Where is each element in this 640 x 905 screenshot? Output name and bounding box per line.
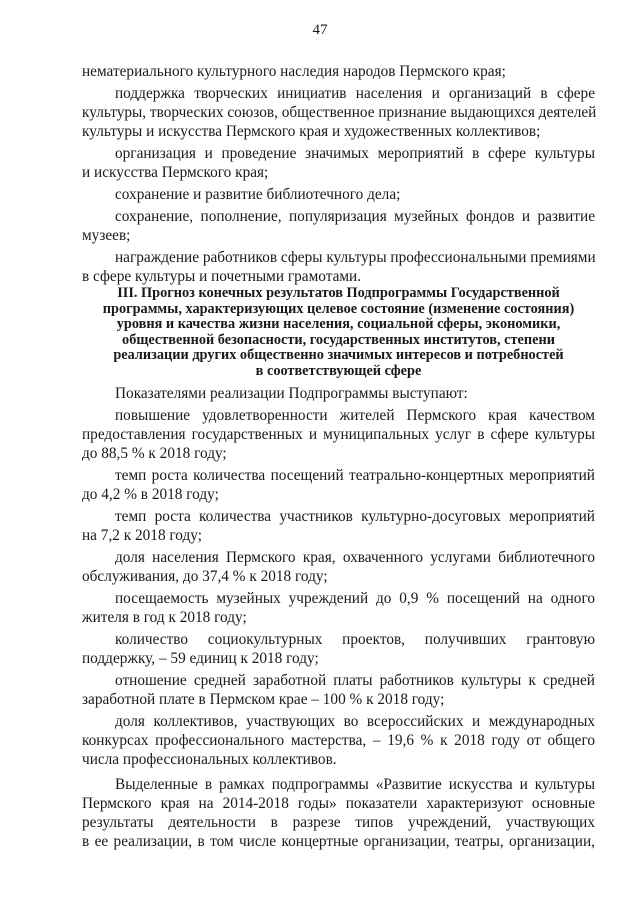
text-line: поддержка творческих инициатив населения и организаций в сфере xyxy=(115,85,595,102)
text-line: культуры и искусства Пермского края и художественных коллективов; xyxy=(82,123,541,140)
list-item xyxy=(82,589,595,627)
list-item xyxy=(82,185,595,204)
list-item xyxy=(82,84,595,141)
list-item xyxy=(82,630,595,668)
section-heading xyxy=(82,286,595,380)
text-line: повышение удовлетворенности жителей Пермского края качеством xyxy=(115,407,595,424)
text-line: поддержку, – 59 единиц к 2018 году; xyxy=(82,650,319,667)
text-line: предоставления государственных и муниципальных услуг в сфере культуры xyxy=(82,426,595,443)
list-item xyxy=(82,406,595,463)
heading-line: в соответствующей сфере xyxy=(255,362,422,379)
text-line: доля коллективов, участвующих во всероссийских и международных xyxy=(115,713,595,730)
text-line: обслуживания, до 37,4 % к 2018 году; xyxy=(82,568,328,585)
heading-line: программы, характеризующих целевое состояние (изменение состояния) xyxy=(102,300,575,317)
text-line: заработной плате в Пермском крае – 100 % к 2018 году; xyxy=(82,691,445,708)
list-item xyxy=(82,712,595,769)
text-line: отношение средней заработной платы работников культуры к средней xyxy=(115,672,595,689)
text-line: результаты деятельности в разрезе типов учреждений, участвующих xyxy=(82,814,595,831)
text-line: посещаемость музейных учреждений до 0,9 % посещений на одного xyxy=(115,590,595,607)
text-line: награждение работников сферы культуры профессиональными премиями xyxy=(115,249,596,266)
text-line: до 4,2 % в 2018 году; xyxy=(82,486,219,503)
paragraph xyxy=(82,384,595,403)
text-line: Пермского края на 2014-2018 годы» показатели характеризуют основные xyxy=(82,795,595,812)
paragraph xyxy=(82,775,595,851)
text-line: конкурсах профессионального мастерства, – 19,6 % к 2018 году от общего xyxy=(82,732,595,749)
measures-list xyxy=(82,62,595,286)
list-item xyxy=(82,62,595,81)
text-line: темп роста количества посещений театрально-концертных мероприятий xyxy=(115,467,595,484)
page-number: 47 xyxy=(312,22,328,38)
text-line: доля населения Пермского края, охваченного услугами библиотечного xyxy=(115,549,595,566)
list-item xyxy=(82,671,595,709)
text-line: культуры, творческих союзов, общественное признание выдающихся деятелей xyxy=(82,104,597,121)
text-line: сохранение и развитие библиотечного дела; xyxy=(115,186,401,203)
heading-line: уровня и качества жизни населения, социальной сферы, экономики, xyxy=(116,316,561,333)
heading-line: III. Прогноз конечных результатов Подпрограммы Государственной xyxy=(117,285,560,301)
list-item xyxy=(82,507,595,545)
text-line: музеев; xyxy=(82,227,131,244)
heading-line: общественной безопасности, государственных институтов, степени xyxy=(122,331,555,348)
list-item xyxy=(82,144,595,182)
list-item xyxy=(82,248,595,286)
text-line: в ее реализации, в том числе концертные организации, театры, организации, xyxy=(82,833,595,850)
text-line: Выделенные в рамках подпрограммы «Развитие искусства и культуры xyxy=(115,776,595,793)
list-item xyxy=(82,207,595,245)
text-line: Показателями реализации Подпрограммы выступают: xyxy=(115,385,468,402)
list-item xyxy=(82,548,595,586)
text-line: до 88,5 % к 2018 году; xyxy=(82,445,227,462)
heading-line: реализации других общественно значимых интересов и потребностей xyxy=(113,347,564,364)
text-line: количество социокультурных проектов, получивших грантовую xyxy=(115,631,595,648)
text-line: нематериального культурного наследия народов Пермского края; xyxy=(82,63,506,80)
text-line: числа профессиональных коллективов. xyxy=(82,751,337,768)
text-line: и искусства Пермского края; xyxy=(82,164,269,181)
text-line: в сфере культуры и почетными грамотами. xyxy=(82,268,362,285)
indicators-list xyxy=(82,384,595,851)
text-line: организация и проведение значимых мероприятий в сфере культуры xyxy=(115,145,595,162)
list-item xyxy=(82,466,595,504)
text-line: жителя в год к 2018 году; xyxy=(82,609,247,626)
text-line: сохранение, пополнение, популяризация музейных фондов и развитие xyxy=(115,208,595,225)
text-line: на 7,2 к 2018 году; xyxy=(82,527,202,544)
text-line: темп роста количества участников культурно-досуговых мероприятий xyxy=(115,508,595,525)
